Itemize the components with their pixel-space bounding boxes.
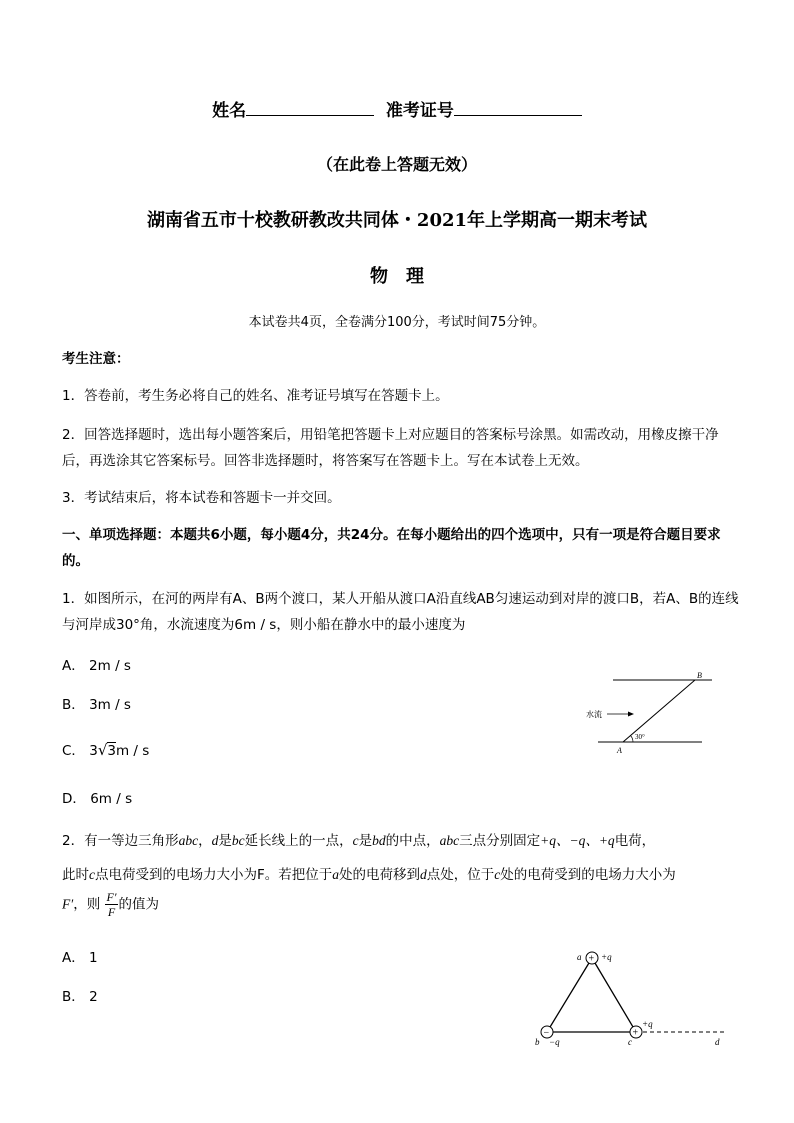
water-current-label: 水流	[586, 710, 602, 719]
label-qa: +q	[601, 952, 612, 962]
angle-arc	[631, 736, 634, 743]
instruction-item: 2．回答选择题时，选出每小题答案后，用铅笔把答题卡上对应题目的答案标号涂黑。如需改动，用橡皮擦干净后，再选涂其它答案标号。回答非选择题时，将答案写在答题卡上。写在本试卷上无效。	[62, 427, 719, 469]
label-b: B	[697, 671, 702, 680]
q1-option-a: A． 2m / s	[62, 658, 131, 674]
exam-subtitle: 本试卷共4页，全卷满分100分，考试时间75分钟。	[248, 315, 546, 330]
invalid-notice: （在此卷上答题无效）	[316, 155, 477, 174]
label-qb: −q	[549, 1037, 560, 1047]
angle-label: 30°	[635, 733, 645, 741]
question-2-line3: F′，则 $\frac{F'}{F}$ 的值为	[62, 890, 159, 919]
side-ab	[547, 958, 592, 1032]
river-crossing-figure	[580, 668, 715, 758]
q2-option-a: A． 1	[62, 950, 98, 966]
subject-title: 物 理	[370, 266, 424, 287]
name-blank	[246, 101, 374, 116]
exam-number-blank	[454, 101, 582, 116]
label-a: A	[617, 746, 622, 755]
question-1-stem: 1．如图所示，在河的两岸有A、B两个渡口，某人开船从渡口A沿直线AB匀速运动到对岸的渡口B，若A、B的连线与河岸成30°角，水流速度为6m / s，则小船在静水中的最小速度为	[62, 591, 739, 633]
exam-title: 湖南省五市十校教研教改共同体・2021年上学期高一期末考试	[146, 210, 648, 231]
question-2-line2: 此时c点电荷受到的电场力大小为F。若把位于a处的电荷移到d点处，位于c处的电荷受到的电场力大小为	[62, 867, 676, 883]
q2-option-b: B． 2	[62, 989, 98, 1005]
svg-text:+: +	[588, 953, 595, 965]
q1-option-c: C． 3√3m / s	[62, 741, 150, 759]
side-ac	[592, 958, 636, 1032]
instructions-heading: 考生注意：	[62, 351, 130, 367]
label-qc: +q	[642, 1019, 653, 1029]
instruction-item: 3．考试结束后，将本试卷和答题卡一并交回。	[62, 490, 341, 506]
label-d: d	[715, 1037, 720, 1047]
path-ab-line	[623, 680, 695, 742]
fraction: $\frac{F'}{F}$	[106, 890, 117, 919]
svg-text:+: +	[632, 1027, 639, 1039]
exam-number-label: 准考证号	[385, 101, 454, 121]
triangle-charges-figure	[530, 945, 730, 1050]
label-c: c	[628, 1037, 632, 1047]
q1-option-b: B． 3m / s	[62, 697, 131, 713]
label-a: a	[577, 952, 582, 962]
label-b: b	[535, 1037, 540, 1047]
question-2-line1: 2．有一等边三角形abc，d是bc延长线上的一点，c是bd的中点，abc三点分别固定+q、−q、+q电荷，	[62, 833, 656, 849]
section-heading: 一、单项选择题：本题共6小题，每小题4分，共24分。在每小题给出的四个选项中，只有一项是符合题目要求的。	[62, 527, 721, 569]
current-arrow-head	[628, 712, 634, 717]
candidate-info-line	[0, 96, 794, 121]
name-label: 姓名	[212, 101, 247, 121]
svg-text:−: −	[543, 1027, 550, 1039]
q1-option-d: D． 6m / s	[62, 791, 133, 807]
instruction-item: 1．答卷前，考生务必将自己的姓名、准考证号填写在答题卡上。	[62, 388, 449, 404]
